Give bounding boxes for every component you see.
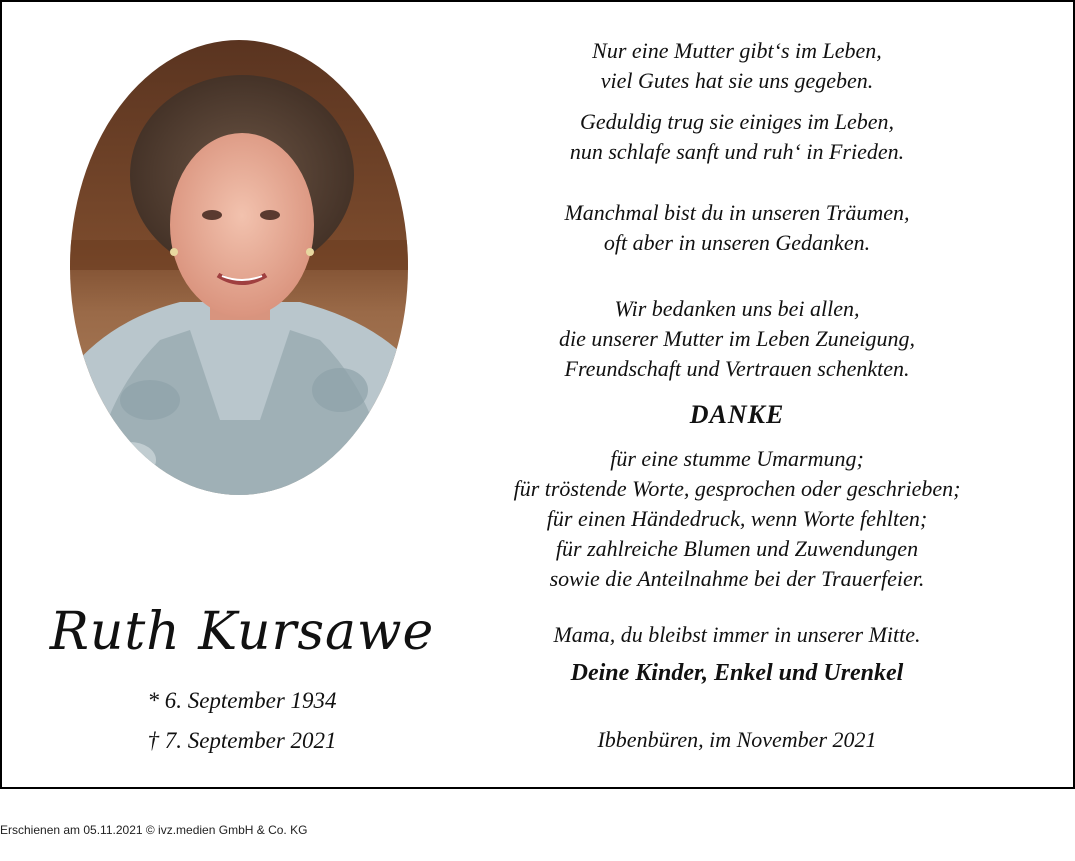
poem-line: nun schlafe sanft und ruh‘ in Frieden. bbox=[569, 139, 905, 164]
poem-line: Freundschaft und Vertrauen schenkten. bbox=[564, 356, 910, 381]
poem-stanza-2 bbox=[472, 107, 1002, 167]
thanks-line: sowie die Anteilnahme bei der Trauerfeier. bbox=[549, 566, 925, 591]
thanks-list bbox=[472, 444, 1002, 594]
poem-line: oft aber in unseren Gedanken. bbox=[603, 230, 871, 255]
poem-line: Nur eine Mutter gibt‘s im Leben, bbox=[592, 38, 882, 63]
thanks-line: für tröstende Worte, gesprochen oder geschrieben; bbox=[513, 476, 961, 501]
thanks-line: für zahlreiche Blumen und Zuwendungen bbox=[555, 536, 919, 561]
poem-stanza-3 bbox=[472, 198, 1002, 258]
birth-date: * 6. September 1934 bbox=[147, 688, 337, 713]
poem-stanza-4 bbox=[472, 294, 1002, 384]
deceased-name: Ruth Kursawe bbox=[49, 602, 435, 662]
family-signature: Deine Kinder, Enkel und Urenkel bbox=[570, 660, 904, 686]
place-and-date: Ibbenbüren, im November 2021 bbox=[597, 727, 877, 752]
poem-line: die unserer Mutter im Leben Zuneigung, bbox=[558, 326, 916, 351]
poem-stanza-1 bbox=[472, 36, 1002, 96]
poem-line: Manchmal bist du in unseren Träumen, bbox=[564, 200, 910, 225]
poem-line: Wir bedanken uns bei allen, bbox=[614, 296, 860, 321]
death-date: † 7. September 2021 bbox=[147, 728, 337, 753]
portrait-photo-icon bbox=[70, 40, 408, 495]
poem-line: viel Gutes hat sie uns gegeben. bbox=[600, 68, 874, 93]
publication-footer: Erschienen am 05.11.2021 © ivz.medien GmbH & Co. KG bbox=[0, 823, 308, 837]
portrait-photo bbox=[70, 40, 408, 495]
thanks-line: für einen Händedruck, wenn Worte fehlten; bbox=[546, 506, 928, 531]
danke-heading: DANKE bbox=[689, 400, 785, 429]
poem-line: Geduldig trug sie einiges im Leben, bbox=[579, 109, 895, 134]
thanks-line: für eine stumme Umarmung; bbox=[610, 446, 864, 471]
closing-line: Mama, du bleibst immer in unserer Mitte. bbox=[553, 622, 921, 647]
